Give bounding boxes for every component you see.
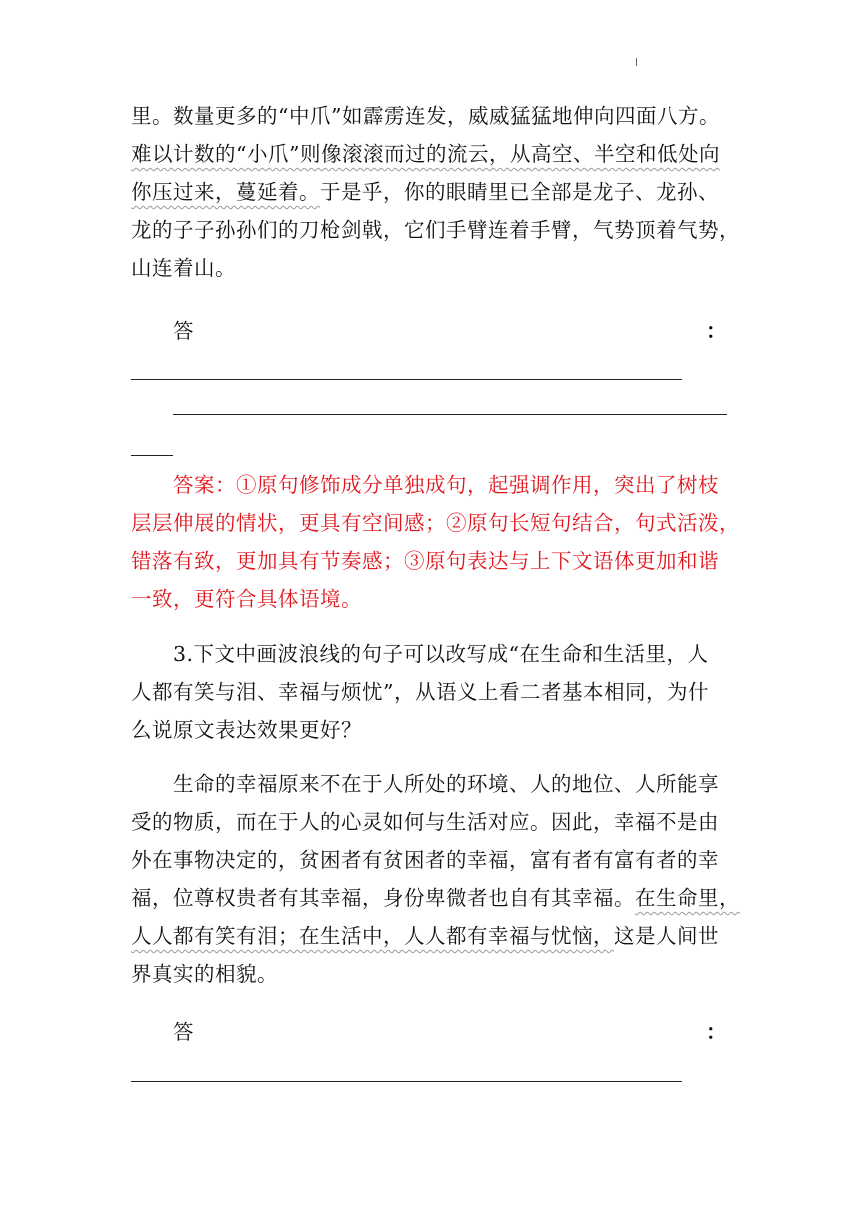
passage-1-text: 于是乎，你的眼睛里已全部是龙子、龙孙、 <box>320 180 719 204</box>
passage-2-text: 福，位尊权贵者有其幸福，身份卑微者也自有其幸福。 <box>131 886 635 910</box>
wavy-underlined-text: 人人都有笑有泪；在生活中，人人都有幸福与忧恼， <box>131 924 614 948</box>
answer-line-1a[interactable] <box>131 379 682 380</box>
passage-2-line: 界真实的相貌。 <box>131 962 278 986</box>
answer-label-1: 答 <box>173 319 194 343</box>
answer-colon-2: ： <box>706 1020 727 1044</box>
answer-key-line: 一致，更符合具体语境。 <box>131 587 362 611</box>
passage-1-line: 山连着山。 <box>131 256 236 280</box>
passage-2-line <box>131 917 731 955</box>
answer-line-1b[interactable] <box>173 414 727 415</box>
question-3 <box>131 635 731 749</box>
question-3-line: 人都有笑与泪、幸福与烦忧”，从语义上看二者基本相同，为什 <box>131 680 709 704</box>
question-3-line: 3.下文中画波浪线的句子可以改写成“在生命和生活里，人 <box>173 642 709 666</box>
passage-2-line: 受的物质，而在于人的心灵如何与生活对应。因此，幸福不是由 <box>131 810 719 834</box>
answer-key <box>131 466 740 618</box>
page-mark <box>636 58 637 66</box>
passage-2-line <box>131 879 740 917</box>
passage-2 <box>131 765 740 993</box>
answer-label-2: 答 <box>173 1020 194 1044</box>
answer-line-1c[interactable] <box>131 455 173 456</box>
passage-2-line: 生命的幸福原来不在于人所处的环境、人的地位、人所能享 <box>173 772 719 796</box>
passage-1-line: 里。数量更多的“中爪”如霹雳连发，威威猛猛地伸向四面八方。 <box>131 104 720 128</box>
passage-1-line: 龙的子子孙孙们的刀枪剑戟，它们手臂连着手臂，气势顶着气势， <box>131 218 740 242</box>
wavy-underlined-text: 你压过来，蔓延着。 <box>131 180 320 204</box>
passage-1-line <box>131 173 731 211</box>
question-3-line: 么说原文表达效果更好？ <box>131 718 362 742</box>
answer-key-line: 答案：①原句修饰成分单独成句，起强调作用，突出了树枝 <box>173 473 719 497</box>
passage-2-text: 这是人间世 <box>614 924 719 948</box>
answer-key-line: 错落有致，更加具有节奏感；③原句表达与上下文语体更加和谐 <box>131 549 719 573</box>
wavy-underlined-text: 难以计数的“小爪”则像滚滚而过的流云，从高空、半空和低处向 <box>131 142 720 166</box>
passage-2-line: 外在事物决定的，贫困者有贫困者的幸福，富有者有富有者的幸 <box>131 848 719 872</box>
answer-key-line: 层层伸展的情状，更具有空间感；②原句长短句结合，句式活泼， <box>131 511 740 535</box>
wavy-underlined-text: 在生命里， <box>635 886 740 910</box>
answer-colon-1: ： <box>706 319 727 343</box>
passage-1-line <box>131 135 731 173</box>
answer-line-2a[interactable] <box>131 1081 682 1082</box>
passage-1 <box>131 97 740 287</box>
